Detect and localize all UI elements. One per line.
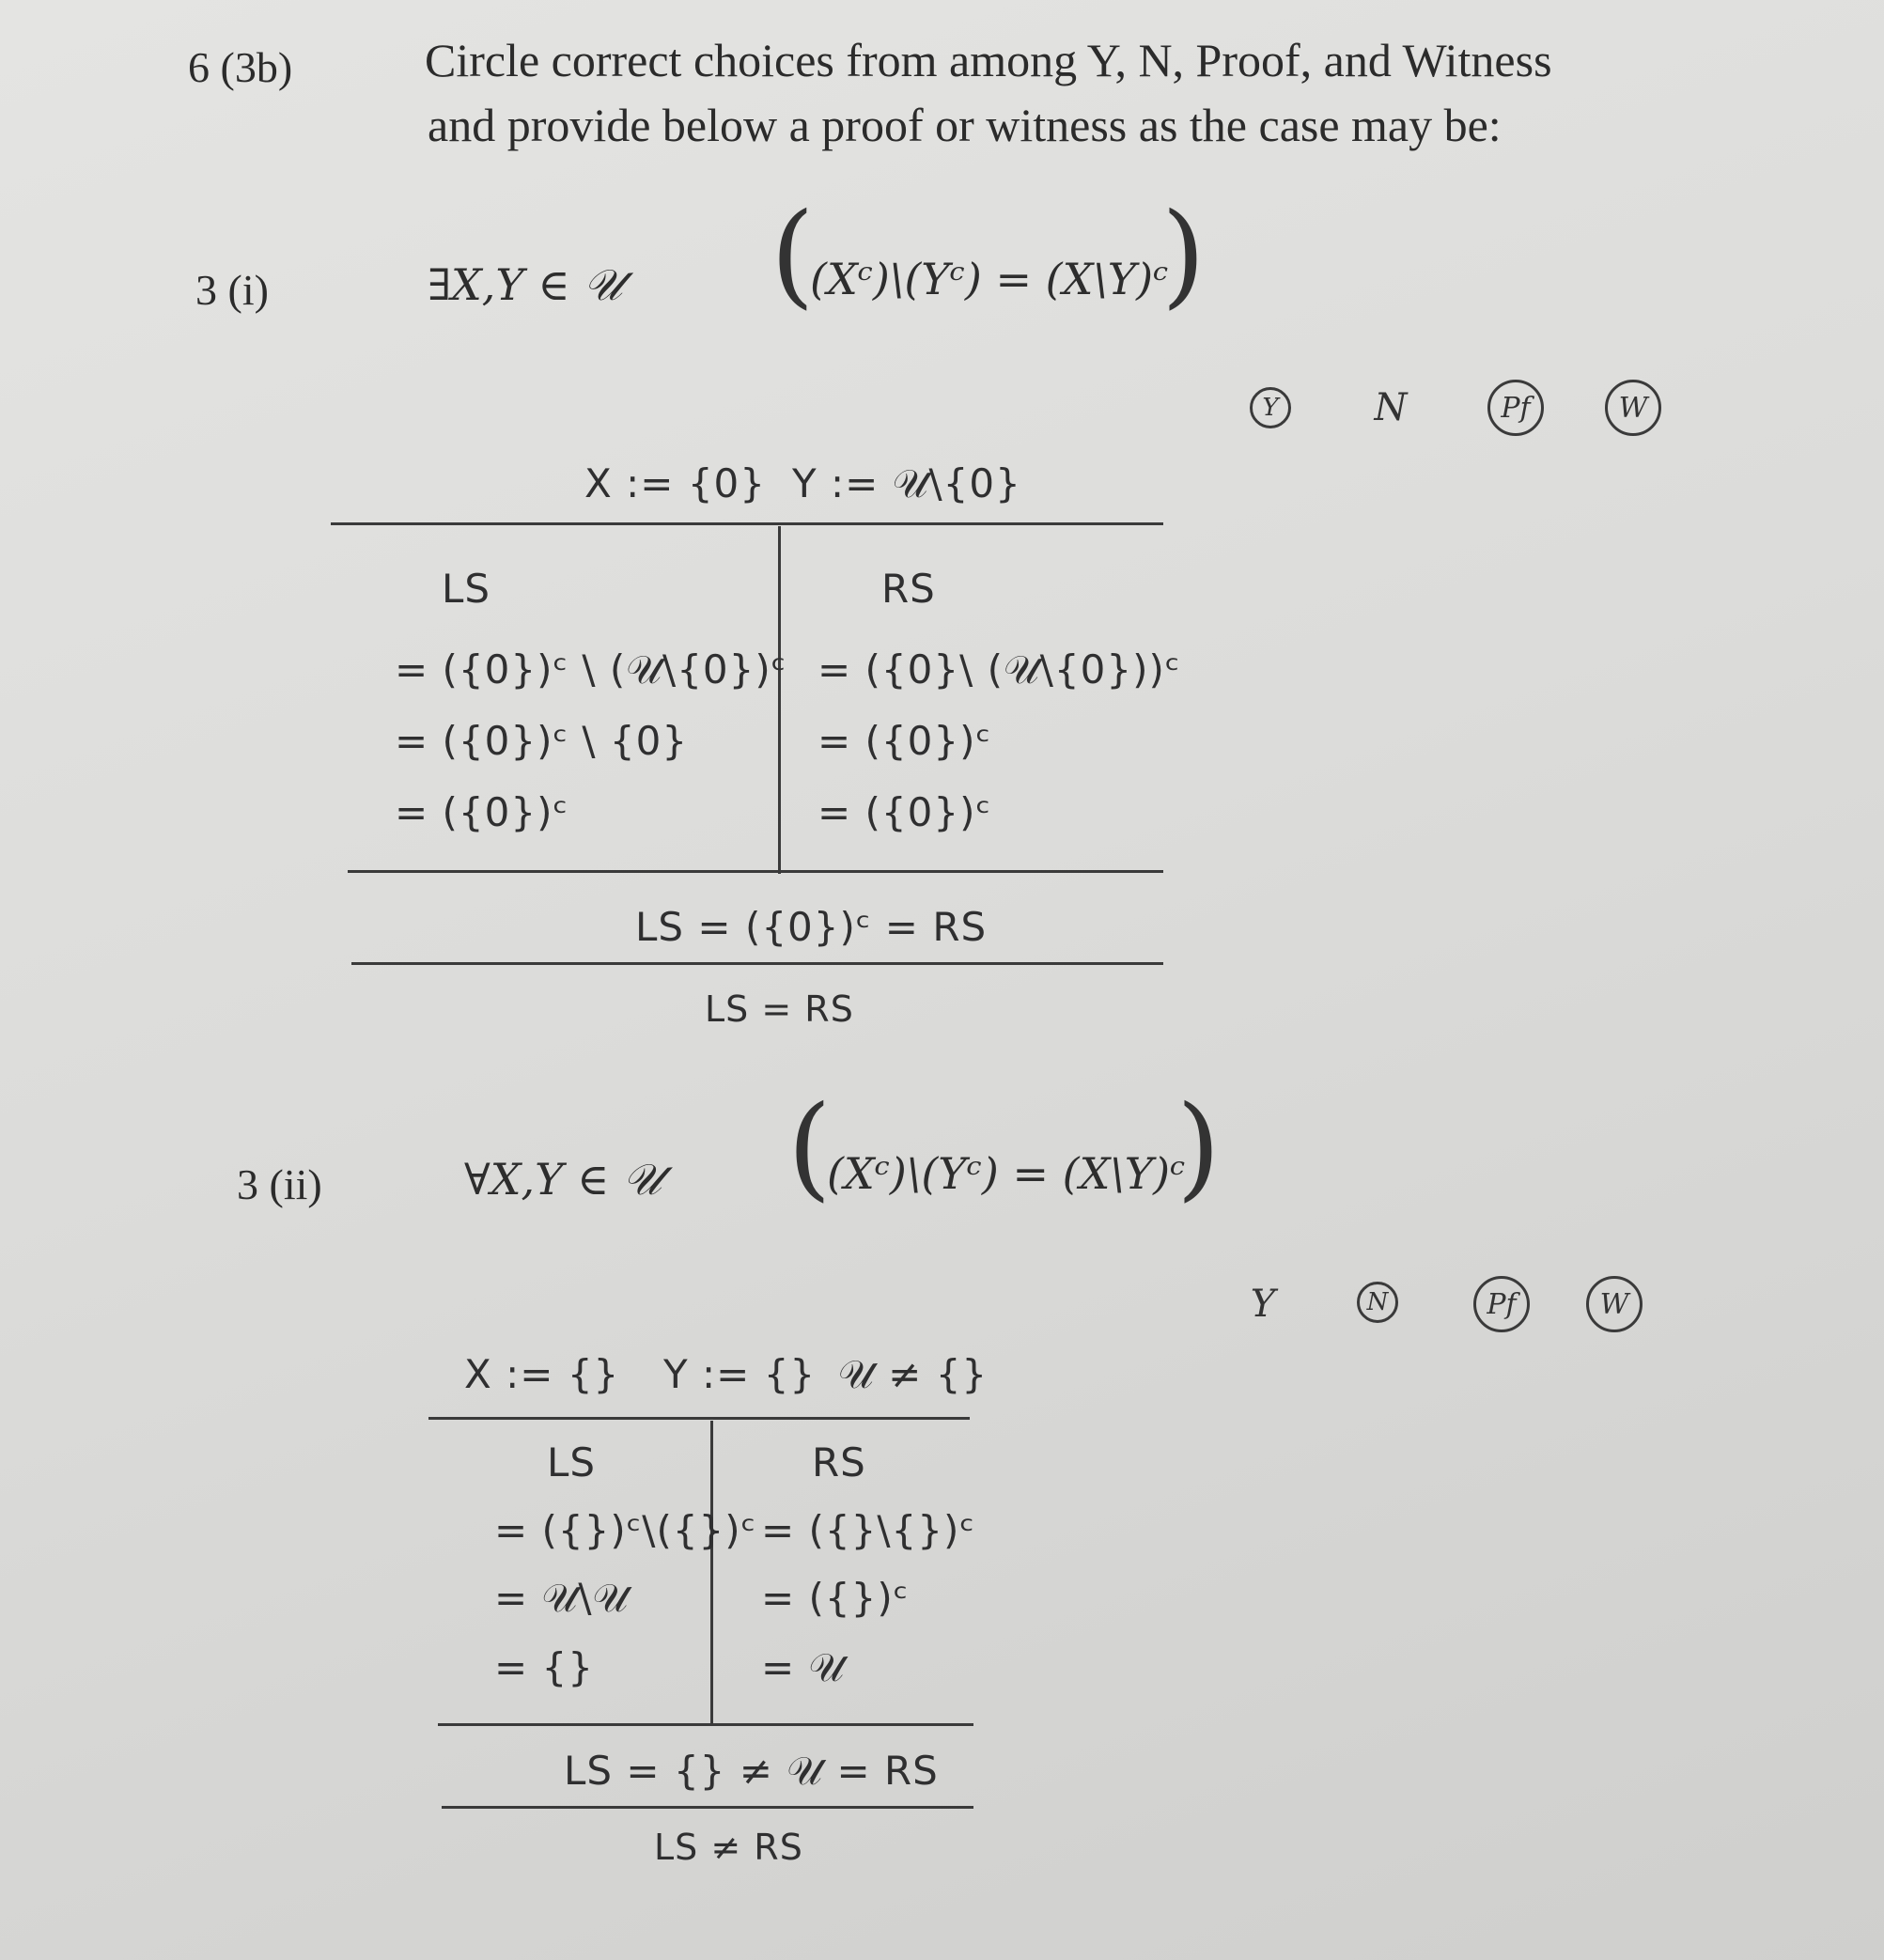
part-ii-choice-n[interactable]: N — [1357, 1282, 1398, 1323]
part-i-statement: (Xᶜ)\(Yᶜ) = (X\Y)ᶜ — [810, 254, 1169, 304]
part-ii-ls-step-3: = {} — [494, 1644, 594, 1690]
part-i-ls-step-2: = ({0})ᶜ \ {0} — [395, 718, 689, 764]
part-ii-divider — [710, 1421, 713, 1725]
part-i-open-paren: ( — [771, 190, 815, 320]
question-number: 6 (3b) — [188, 43, 293, 91]
instructions-line-1: Circle correct choices from among Y, N, Proof, and Witness — [425, 34, 1552, 86]
part-i-label: 3 (i) — [195, 266, 269, 314]
part-i-choice-witness[interactable]: W — [1605, 380, 1661, 436]
part-i-bottom-rule — [351, 962, 1163, 965]
part-ii-bottom-rule — [442, 1806, 973, 1809]
part-ii-choice-witness[interactable]: W — [1586, 1276, 1643, 1332]
part-i-choice-proof[interactable]: Pf — [1487, 380, 1544, 436]
part-i-choice-n[interactable]: N — [1374, 386, 1408, 429]
part-i-rs-step-1: = ({0}\ (𝒰\{0}))ᶜ — [817, 646, 1181, 692]
part-ii-label: 3 (ii) — [237, 1160, 322, 1208]
part-ii-rs-step-1: = ({}\{})ᶜ — [761, 1507, 975, 1553]
instructions-line-2: and provide below a proof or witness as the case may be: — [428, 99, 1502, 151]
part-ii-rs-step-2: = ({})ᶜ — [761, 1575, 910, 1621]
part-ii-assignment-x: X := {} — [464, 1351, 620, 1397]
part-i-rs-step-2: = ({0})ᶜ — [817, 718, 992, 764]
part-i-conclusion: LS = RS — [705, 988, 854, 1030]
part-ii-mid-rule — [438, 1723, 973, 1726]
part-ii-choice-proof[interactable]: Pf — [1473, 1276, 1530, 1332]
part-ii-choice-y[interactable]: Y — [1250, 1283, 1276, 1326]
part-i-ls-header: LS — [442, 566, 491, 612]
part-i-ls-step-3: = ({0})ᶜ — [395, 789, 569, 835]
part-ii-ls-step-2: = 𝒰\𝒰 — [494, 1575, 630, 1621]
part-ii-assignment-y: Y := {} — [663, 1351, 817, 1397]
part-i-top-rule — [331, 522, 1163, 525]
part-ii-ls-header: LS — [547, 1439, 597, 1486]
part-i-mid-rule — [348, 870, 1163, 873]
part-ii-open-paren: ( — [787, 1082, 832, 1213]
part-i-rs-step-3: = ({0})ᶜ — [817, 789, 992, 835]
part-i-assignment-y: Y := 𝒰\{0} — [792, 460, 1021, 506]
part-i-combined: LS = ({0})ᶜ = RS — [635, 904, 988, 950]
part-ii-close-paren: ) — [1176, 1082, 1221, 1213]
part-ii-quantifier: ∀X,Y ∈ 𝒰 — [464, 1154, 662, 1205]
part-i-choice-y[interactable]: Y — [1250, 387, 1291, 428]
part-ii-statement: (Xᶜ)\(Yᶜ) = (X\Y)ᶜ — [827, 1148, 1186, 1199]
part-i-quantifier: ∃X,Y ∈ 𝒰 — [428, 259, 623, 310]
part-i-ls-step-1: = ({0})ᶜ \ (𝒰\{0})ᶜ — [395, 646, 787, 692]
part-i-divider — [778, 526, 781, 874]
part-ii-assignment-u: 𝒰 ≠ {} — [838, 1351, 989, 1397]
part-ii-rs-step-3: = 𝒰 — [761, 1644, 846, 1690]
part-i-close-paren: ) — [1161, 190, 1206, 320]
part-ii-ls-step-1: = ({})ᶜ\({})ᶜ — [494, 1507, 757, 1553]
part-i-assignment-x: X := {0} — [584, 460, 766, 506]
part-ii-combined: LS = {} ≠ 𝒰 = RS — [564, 1748, 939, 1794]
part-ii-rs-header: RS — [812, 1439, 866, 1486]
part-ii-top-rule — [428, 1417, 970, 1420]
part-ii-conclusion: LS ≠ RS — [654, 1827, 803, 1868]
part-i-rs-header: RS — [881, 566, 936, 612]
